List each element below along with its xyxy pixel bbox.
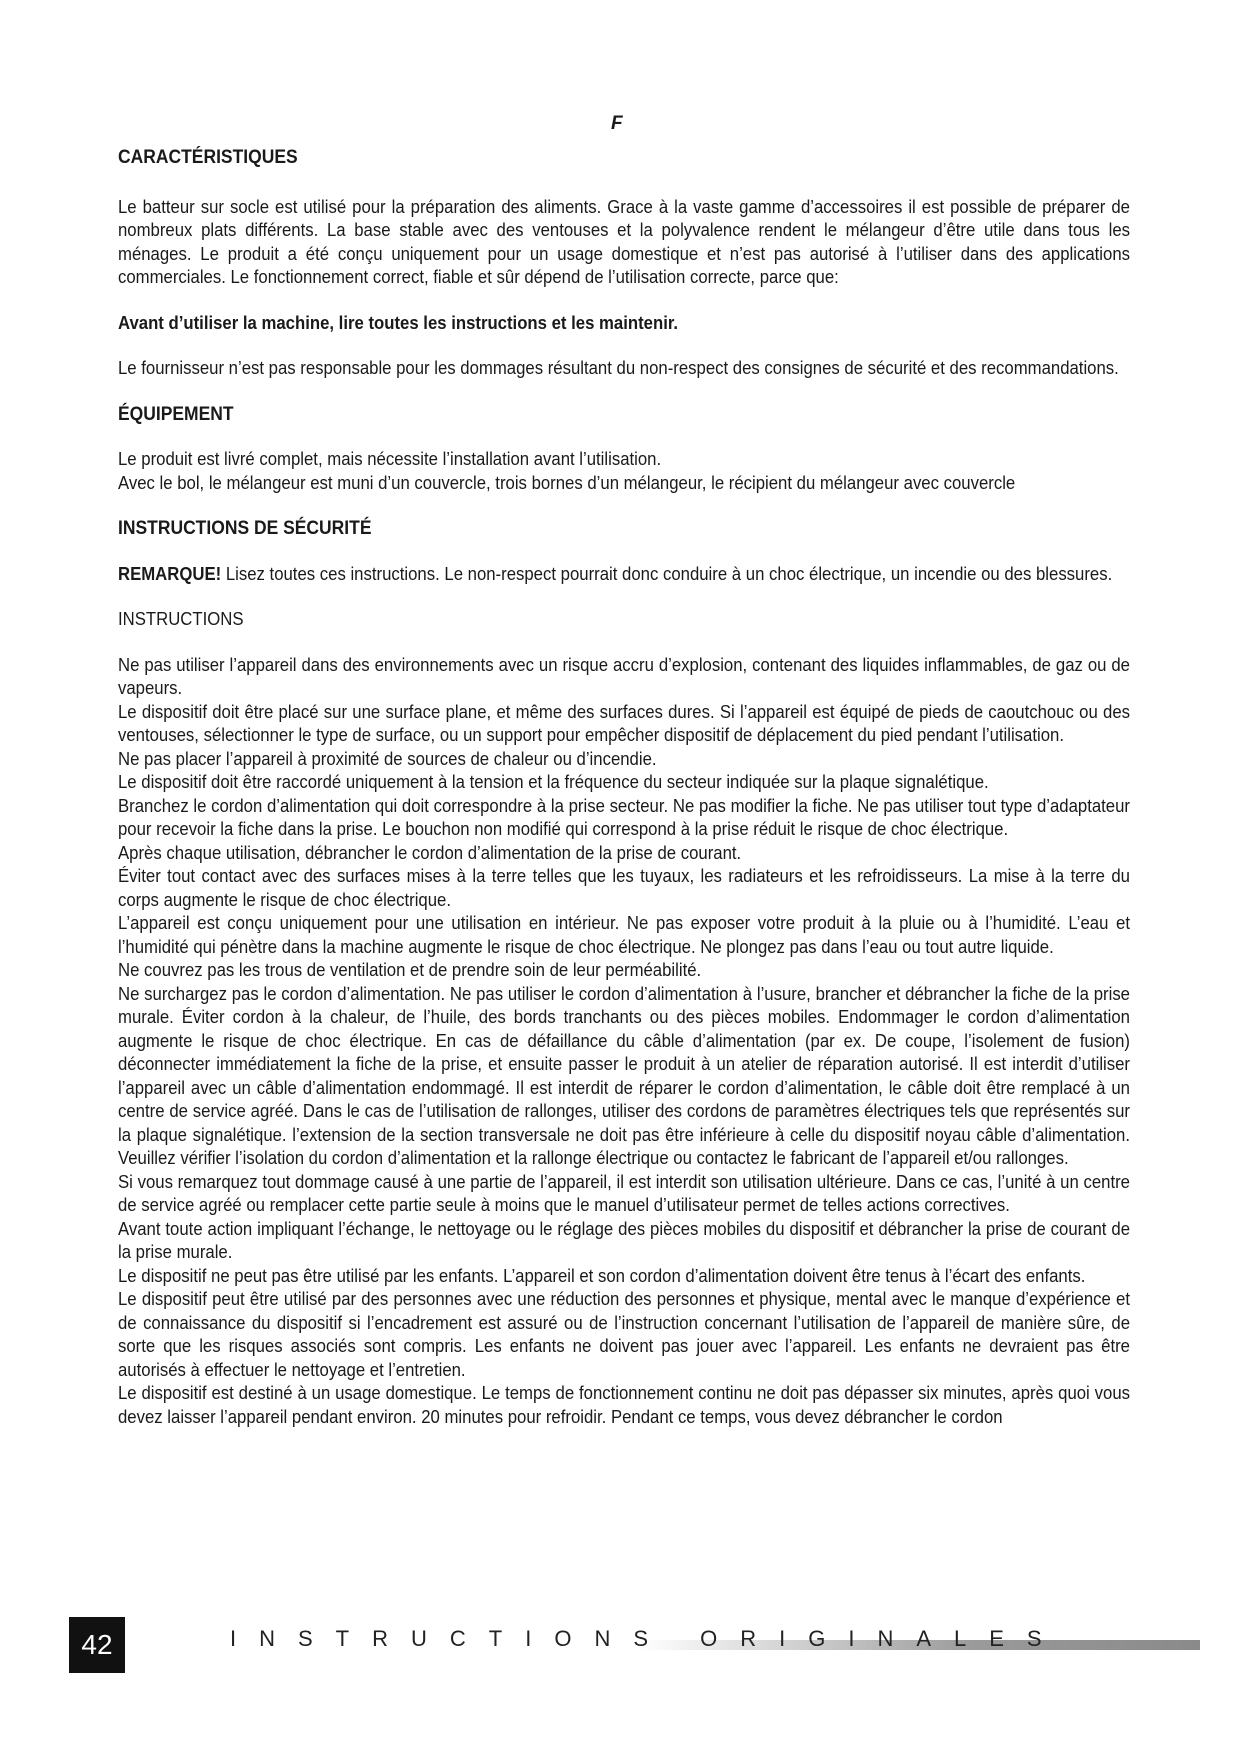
instruction-item: Avant toute action impliquant l’échange, le nettoyage ou le réglage des pièces mobiles du dispositif et débrancher la prise de courant de la prise murale. (118, 1218, 1130, 1262)
page-number: 42 (69, 1617, 125, 1673)
remark-text: Lisez toutes ces instructions. Le non-respect pourrait donc conduire à un choc électrique, un incendie ou des blessures. (221, 563, 1113, 584)
instructions-list (118, 654, 1130, 1430)
section-heading-characteristics: CARACTÉRISTIQUES (118, 147, 298, 168)
instruction-item: Après chaque utilisation, débrancher le cordon d’alimentation de la prise de courant. (118, 842, 742, 863)
instruction-item: Si vous remarquez tout dommage causé à une partie de l’appareil, il est interdit son utilisation ultérieure. Dans ce cas, l’unité à un centre de service agréé ou remplacer cette partie seule à moins que le manuel d’utilisateur permet de telles actions correctives. (118, 1171, 1130, 1215)
section-heading-equipment: ÉQUIPEMENT (118, 403, 234, 425)
instruction-item: Branchez le cordon d’alimentation qui doit correspondre à la prise secteur. Ne pas modifier la fiche. Ne pas utiliser tout type d’adaptateur pour recevoir la fiche dans la prise. Le bouchon non modifié qui correspond à la prise réduit le risque de choc électrique. (118, 795, 1130, 839)
instruction-item: L’appareil est conçu uniquement pour une utilisation en intérieur. Ne pas exposer votre produit à la pluie ou à l’humidité. L’eau et l’humidité qui pénètre dans la machine augmente le risque de choc électrique. Ne plongez pas dans l’eau ou tout autre liquide. (118, 913, 1130, 957)
document-body (118, 146, 1130, 1429)
instructions-subheading: INSTRUCTIONS (118, 609, 244, 629)
instruction-item: Ne pas utiliser l’appareil dans des environnements avec un risque accru d’explosion, contenant des liquides inflammables, de gaz ou de vapeurs. (118, 654, 1130, 698)
footer-label: INSTRUCTIONS ORIGINALES (230, 1626, 1065, 1651)
instruction-item: Le dispositif est destiné à un usage domestique. Le temps de fonctionnement continu ne doit pas dépasser six minutes, après quoi vous devez laisser l’appareil pendant environ. 20 minutes pour refroidir. Pendant ce temps, vous devez débrancher le cordon (118, 1383, 1130, 1427)
characteristics-paragraph: Le batteur sur socle est utilisé pour la préparation des aliments. Grace à la vaste gamme d’accessoires il est possible de préparer de nombreux plats différents. La base stable avec des ventouses et la polyvalence rendent le mélangeur d’être utile dans tous les ménages. Le produit a été conçu uniquement pour un usage domestique et n’est pas autorisé à l’utiliser dans des applications commerciales. Le fonctionnement correct, fiable et sûr dépend de l’utilisation correcte, parce que: (118, 196, 1130, 287)
instruction-item: Le dispositif doit être placé sur une surface plane, et même des surfaces dures. Si l’appareil est équipé de pieds de caoutchouc ou des ventouses, sélectionner le type de surface, ou un support pour empêcher dispositif de déplacement du pied pendant l’utilisation. (118, 701, 1130, 745)
instruction-item: Ne surchargez pas le cordon d’alimentation. Ne pas utiliser le cordon d’alimentation à l’usure, brancher et débrancher la fiche de la prise murale. Éviter cordon à la chaleur, de l’huile, des bords tranchants ou des pièces mobiles. Endommager le cordon d’alimentation augmente le risque de choc électrique. En cas de défaillance du câble d’alimentation (par ex. De coupe, l’isolement de fusion) déconnecter immédiatement la fiche de la prise, et ensuite passer le produit à un atelier de réparation autorisé. Il est interdit d’utiliser l’appareil avec un câble d’alimentation endommagé. Il est interdit de réparer le cordon d’alimentation, le câble doit être remplacé à un centre de service agréé. Dans le cas de l’utilisation de rallonges, utiliser des cordons de paramètres électriques tels que représentés sur la plaque signalétique. l’extension de la section transversale ne doit pas être inférieure à celle du dispositif noyau câble d’alimentation. Veuillez vérifier l’isolation du cordon d’alimentation et la rallonge électrique ou contactez le fabricant de l’appareil et/ou rallonges. (118, 983, 1130, 1168)
liability-paragraph: Le fournisseur n’est pas responsable pour les dommages résultant du non-respect des consignes de sécurité et des recommandations. (118, 358, 1119, 378)
instruction-item: Le dispositif ne peut pas être utilisé par les enfants. L’appareil et son cordon d’alimentation doivent être tenus à l’écart des enfants. (118, 1265, 1086, 1286)
instruction-item: Ne couvrez pas les trous de ventilation et de prendre soin de leur perméabilité. (118, 960, 702, 980)
equipment-line-2: Avec le bol, le mélangeur est muni d’un couvercle, trois bornes d’un mélangeur, le récipient du mélangeur avec couvercle (118, 472, 1016, 493)
language-marker: F (611, 113, 623, 134)
remark-label: REMARQUE! (118, 563, 222, 584)
section-heading-safety: INSTRUCTIONS DE SÉCURITÉ (118, 518, 372, 539)
instruction-item: Éviter tout contact avec des surfaces mises à la terre telles que les tuyaux, les radiateurs et les refroidisseurs. La mise à la terre du corps augmente le risque de choc électrique. (118, 866, 1130, 910)
instruction-item: Le dispositif doit être raccordé uniquement à la tension et la fréquence du secteur indiquée sur la plaque signalétique. (118, 772, 989, 792)
read-instructions-note: Avant d’utiliser la machine, lire toutes les instructions et les maintenir. (118, 312, 679, 333)
equipment-line-1: Le produit est livré complet, mais nécessite l’installation avant l’utilisation. (118, 449, 662, 469)
instruction-item: Le dispositif peut être utilisé par des personnes avec une réduction des personnes et physique, mental avec le manque d’expérience et de connaissance du dispositif si l’encadrement est assuré ou de l’instruction concernant l’utilisation de l’appareil de manière sûre, de sorte que les risques associés sont compris. Les enfants ne doivent pas jouer avec l’appareil. Les enfants ne devraient pas être autorisés à effectuer le nettoyage et l’entretien. (118, 1289, 1130, 1380)
instruction-item: Ne pas placer l’appareil à proximité de sources de chaleur ou d’incendie. (118, 748, 657, 769)
remark-paragraph (118, 563, 1130, 587)
